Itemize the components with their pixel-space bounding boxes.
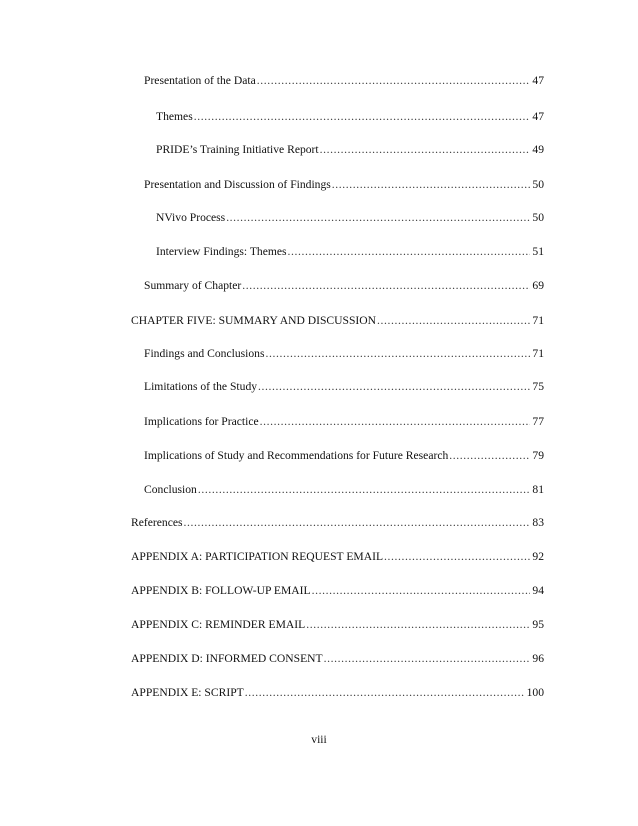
toc-entry-page: 83	[532, 516, 544, 529]
toc-leader-dots	[194, 110, 531, 124]
toc-entry-title: References	[131, 516, 183, 529]
toc-entry-page: 71	[532, 347, 544, 360]
toc-entry-page: 50	[532, 178, 544, 191]
toc-entry-title: APPENDIX C: REMINDER EMAIL	[131, 618, 306, 631]
toc-entry-page: 51	[532, 245, 544, 258]
toc-entry-page: 94	[532, 584, 544, 597]
toc-entry	[131, 686, 544, 700]
toc-entry-title: NVivo Process	[156, 211, 226, 224]
toc-entry-page: 100	[526, 686, 544, 699]
toc-leader-dots	[324, 652, 531, 666]
toc-entry-title: Implications for Practice	[144, 415, 259, 428]
toc-entry-page: 49	[532, 143, 544, 156]
toc-leader-dots	[198, 483, 531, 497]
toc-entry-title: Themes	[156, 110, 193, 123]
toc-entry-page: 50	[532, 211, 544, 224]
toc-entry	[131, 550, 544, 564]
toc-entry-title: Limitations of the Study	[144, 380, 258, 393]
toc-leader-dots	[449, 449, 530, 463]
toc-leader-dots	[226, 211, 530, 225]
toc-leader-dots	[258, 380, 530, 394]
toc-entry-page: 69	[532, 279, 544, 292]
toc-entry	[131, 516, 544, 530]
toc-entry-title: Summary of Chapter	[144, 279, 242, 292]
toc-entry-page: 77	[532, 415, 544, 428]
toc-entry-page: 71	[532, 314, 544, 327]
toc-entry-page: 95	[532, 618, 544, 631]
toc-entry-page: 92	[532, 550, 544, 563]
toc-entry	[131, 652, 544, 666]
toc-leader-dots	[332, 178, 531, 192]
toc-leader-dots	[184, 516, 531, 530]
toc-entry	[144, 178, 544, 192]
toc-entry-page: 75	[532, 380, 544, 393]
toc-entry-title: APPENDIX A: PARTICIPATION REQUEST EMAIL	[131, 550, 384, 563]
toc-leader-dots	[242, 279, 530, 293]
toc-leader-dots	[265, 347, 530, 361]
toc-entry-title: APPENDIX D: INFORMED CONSENT	[131, 652, 323, 665]
toc-entry-title: Conclusion	[144, 483, 197, 496]
toc-entry-title: Interview Findings: Themes	[156, 245, 287, 258]
toc-entry	[131, 618, 544, 632]
toc-leader-dots	[257, 74, 531, 88]
toc-entry	[131, 584, 544, 598]
toc-entry	[156, 245, 544, 259]
toc-entry-title: Presentation and Discussion of Findings	[144, 178, 331, 191]
toc-entry	[144, 347, 544, 361]
toc-entry	[156, 211, 544, 225]
toc-entry	[156, 143, 544, 157]
toc-entry	[144, 449, 544, 463]
toc-entry-title: CHAPTER FIVE: SUMMARY AND DISCUSSION	[131, 314, 377, 327]
toc-entry	[144, 483, 544, 497]
toc-leader-dots	[320, 143, 531, 157]
toc-entry-page: 96	[532, 652, 544, 665]
page-number: viii	[311, 733, 327, 746]
toc-entry-page: 47	[532, 74, 544, 87]
toc-leader-dots	[245, 686, 525, 700]
toc-entry	[156, 110, 544, 124]
toc-leader-dots	[312, 584, 531, 598]
toc-entry-title: Presentation of the Data	[144, 74, 256, 87]
toc-entry-page: 81	[532, 483, 544, 496]
toc-entry-page: 79	[532, 449, 544, 462]
toc-entry-title: Findings and Conclusions	[144, 347, 265, 360]
toc-entry-title: APPENDIX B: FOLLOW-UP EMAIL	[131, 584, 311, 597]
toc-entry-page: 47	[532, 110, 544, 123]
toc-leader-dots	[306, 618, 530, 632]
toc-entry	[144, 380, 544, 394]
toc-entry-title: Implications of Study and Recommendations for Future Research	[144, 449, 449, 462]
toc-entry-title: APPENDIX E: SCRIPT	[131, 686, 244, 699]
toc-entry	[131, 314, 544, 328]
toc-leader-dots	[377, 314, 530, 328]
toc-entry-title: PRIDE’s Training Initiative Report	[156, 143, 319, 156]
toc-entry	[144, 415, 544, 429]
toc-leader-dots	[260, 415, 531, 429]
toc-leader-dots	[288, 245, 531, 259]
toc-leader-dots	[384, 550, 530, 564]
toc-entry	[144, 279, 544, 293]
toc-entry	[144, 74, 544, 88]
